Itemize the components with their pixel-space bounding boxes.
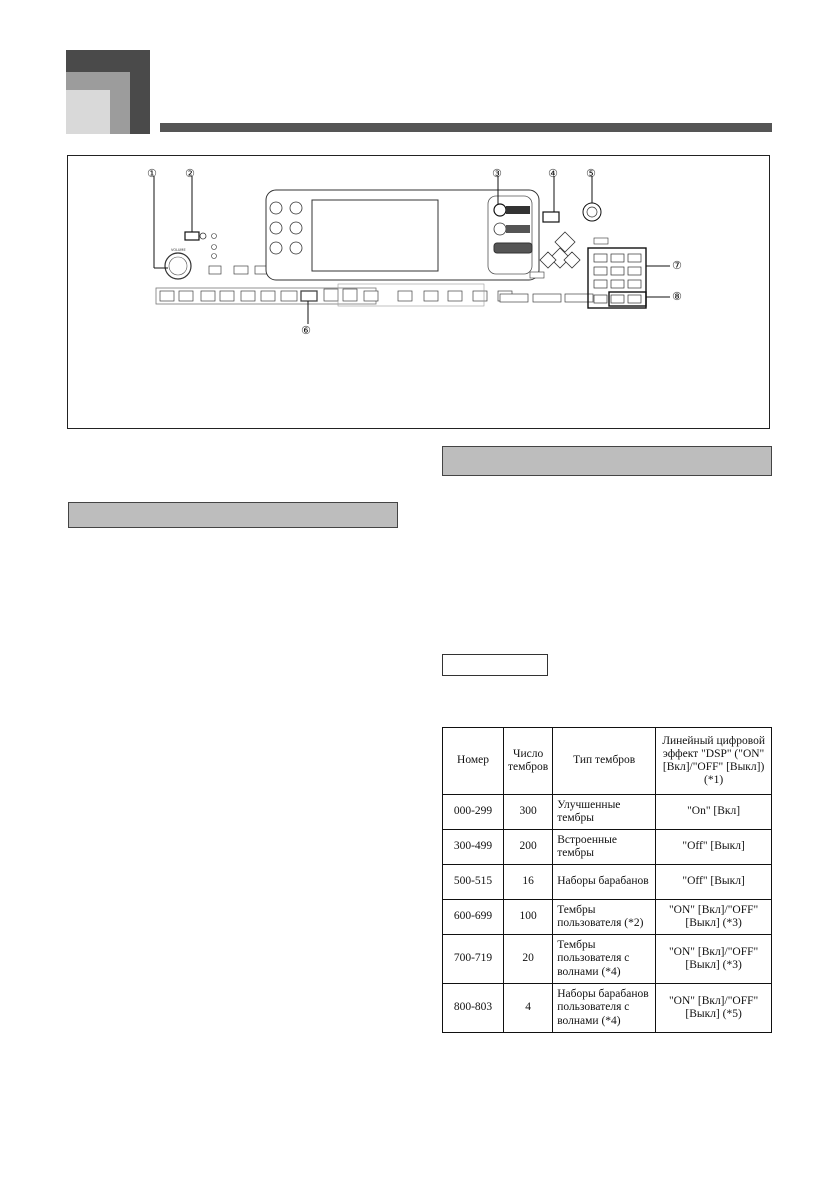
header-rule — [160, 123, 772, 132]
table-row — [443, 935, 772, 984]
header-count: Число тембров — [504, 728, 553, 795]
tone-button — [494, 204, 506, 216]
keyboard-panel-illustration — [68, 156, 768, 428]
cell-number: 700-719 — [443, 935, 504, 984]
tone-table — [442, 727, 772, 1033]
table-row — [443, 865, 772, 900]
keyboard-panel-diagram — [67, 155, 770, 429]
svg-text:VOLUME: VOLUME — [171, 248, 186, 252]
cell-count: 100 — [504, 900, 553, 935]
cell-count: 200 — [504, 830, 553, 865]
cell-type: Тембры пользователя (*2) — [553, 900, 656, 935]
cell-type: Улучшенные тембры — [553, 795, 656, 830]
cell-type: Встроенные тембры — [553, 830, 656, 865]
cell-dsp: "Off" [Выкл] — [656, 865, 772, 900]
callout-4: ④ — [548, 167, 558, 180]
lcd-screen — [312, 200, 438, 271]
chapter-corner-light — [66, 90, 110, 134]
table-row — [443, 984, 772, 1033]
callout-5: ⑤ — [586, 167, 596, 180]
header-number: Номер — [443, 728, 504, 795]
note-label-box — [442, 654, 548, 676]
cell-number: 500-515 — [443, 865, 504, 900]
cell-type: Тембры пользователя с волнами (*4) — [553, 935, 656, 984]
callout-7: ⑦ — [672, 259, 682, 272]
cell-type: Наборы барабанов пользователя с волнами (*4) — [553, 984, 656, 1033]
header-type: Тип тембров — [553, 728, 656, 795]
section-bar-right — [442, 446, 772, 476]
callout-8: ⑧ — [672, 290, 682, 303]
cell-count: 300 — [504, 795, 553, 830]
cell-dsp: "ON" [Вкл]/"OFF" [Выкл] (*3) — [656, 900, 772, 935]
section-bar-left — [68, 502, 398, 528]
cell-count: 16 — [504, 865, 553, 900]
callout-1: ① — [147, 167, 157, 180]
power-button — [185, 232, 199, 240]
cell-dsp: "ON" [Вкл]/"OFF" [Выкл] (*3) — [656, 935, 772, 984]
cell-dsp: "On" [Вкл] — [656, 795, 772, 830]
cell-number: 600-699 — [443, 900, 504, 935]
header-dsp: Линейный цифровой эффект "DSP" ("ON" [Вкл]/"OFF" [Выкл]) (*1) — [656, 728, 772, 795]
cell-number: 300-499 — [443, 830, 504, 865]
table-row — [443, 795, 772, 830]
dsp-button — [543, 212, 559, 222]
callout-2: ② — [185, 167, 195, 180]
cursor-keys — [540, 232, 580, 268]
cell-type: Наборы барабанов — [553, 865, 656, 900]
cell-number: 000-299 — [443, 795, 504, 830]
cell-number: 800-803 — [443, 984, 504, 1033]
cell-dsp: "ON" [Вкл]/"OFF" [Выкл] (*5) — [656, 984, 772, 1033]
table-row — [443, 900, 772, 935]
cell-count: 4 — [504, 984, 553, 1033]
callout-6: ⑥ — [301, 324, 311, 337]
cell-dsp: "Off" [Выкл] — [656, 830, 772, 865]
table-row — [443, 830, 772, 865]
cell-count: 20 — [504, 935, 553, 984]
callout-3: ③ — [492, 167, 502, 180]
